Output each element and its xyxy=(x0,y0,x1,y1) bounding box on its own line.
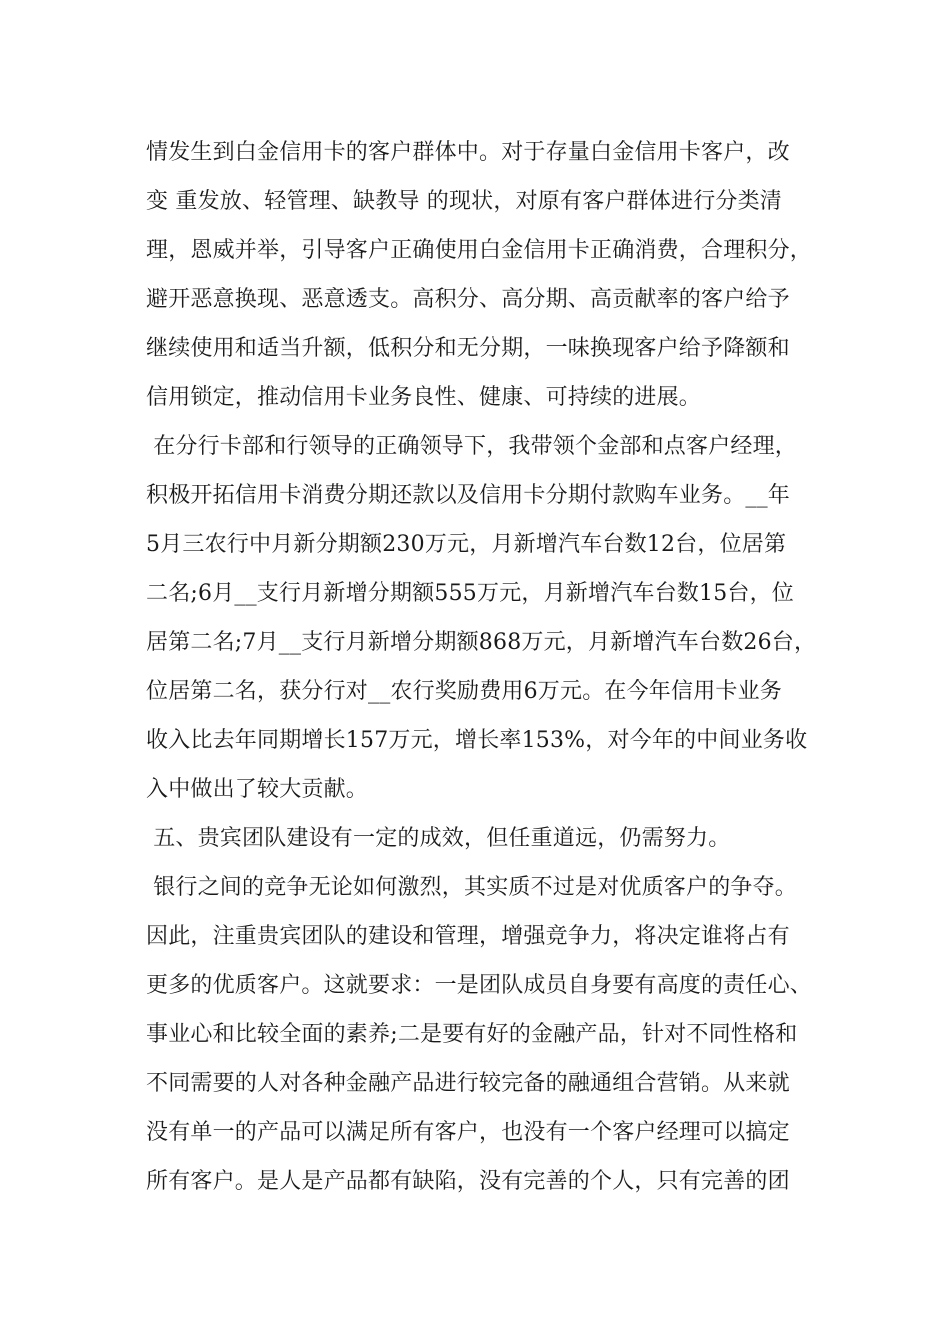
text-line: 因此，注重贵宾团队的建设和管理，增强竞争力，将决定谁将占有 xyxy=(146,924,790,949)
text-line: 在分行卡部和行领导的正确领导下，我带领个金部和点客户经理， xyxy=(146,434,797,459)
text-line: 信用锁定，推动信用卡业务良性、健康、可持续的进展。 xyxy=(146,385,702,410)
text-line: 避开恶意换现、恶意透支。高积分、高分期、高贡献率的客户给予 xyxy=(146,287,790,312)
text-line: 居第二名;7月__支行月新增分期额868万元，月新增汽车台数26台， xyxy=(146,630,817,655)
text-line: 没有单一的产品可以满足所有客户，也没有一个客户经理可以搞定 xyxy=(146,1120,790,1145)
text-line: 变 重发放、轻管理、缺教导 的现状，对原有客户群体进行分类清 xyxy=(146,189,782,214)
section-heading: 五、贵宾团队建设有一定的成效，但任重道远，仍需努力。 xyxy=(146,826,731,851)
body-text xyxy=(146,128,826,1206)
text-line: 银行之间的竞争无论如何激烈，其实质不过是对优质客户的争夺。 xyxy=(146,875,797,900)
text-line: 收入比去年同期增长157万元，增长率153%，对今年的中间业务收 xyxy=(146,728,808,753)
text-line: 积极开拓信用卡消费分期还款以及信用卡分期付款购车业务。__年 xyxy=(146,483,791,508)
text-line: 情发生到白金信用卡的客户群体中。对于存量白金信用卡客户，改 xyxy=(146,140,790,165)
text-line: 二名;6月__支行月新增分期额555万元，月新增汽车台数15台，位 xyxy=(146,581,794,606)
text-line: 位居第二名，获分行对__农行奖励费用6万元。在今年信用卡业务 xyxy=(146,679,782,704)
text-line: 5月三农行中月新分期额230万元，月新增汽车台数12台，位居第 xyxy=(146,532,787,557)
text-line: 入中做出了较大贡献。 xyxy=(146,777,369,802)
text-line: 不同需要的人对各种金融产品进行较完备的融通组合营销。从来就 xyxy=(146,1071,790,1096)
text-line: 事业心和比较全面的素养;二是要有好的金融产品，针对不同性格和 xyxy=(146,1022,798,1047)
text-line: 理，恩威并举，引导客户正确使用白金信用卡正确消费，合理积分， xyxy=(146,238,813,263)
text-line: 继续使用和适当升额，低积分和无分期，一味换现客户给予降额和 xyxy=(146,336,790,361)
text-line: 更多的优质客户。这就要求：一是团队成员自身要有高度的责任心、 xyxy=(146,973,813,998)
text-line: 所有客户。是人是产品都有缺陷，没有完善的个人，只有完善的团 xyxy=(146,1169,790,1194)
